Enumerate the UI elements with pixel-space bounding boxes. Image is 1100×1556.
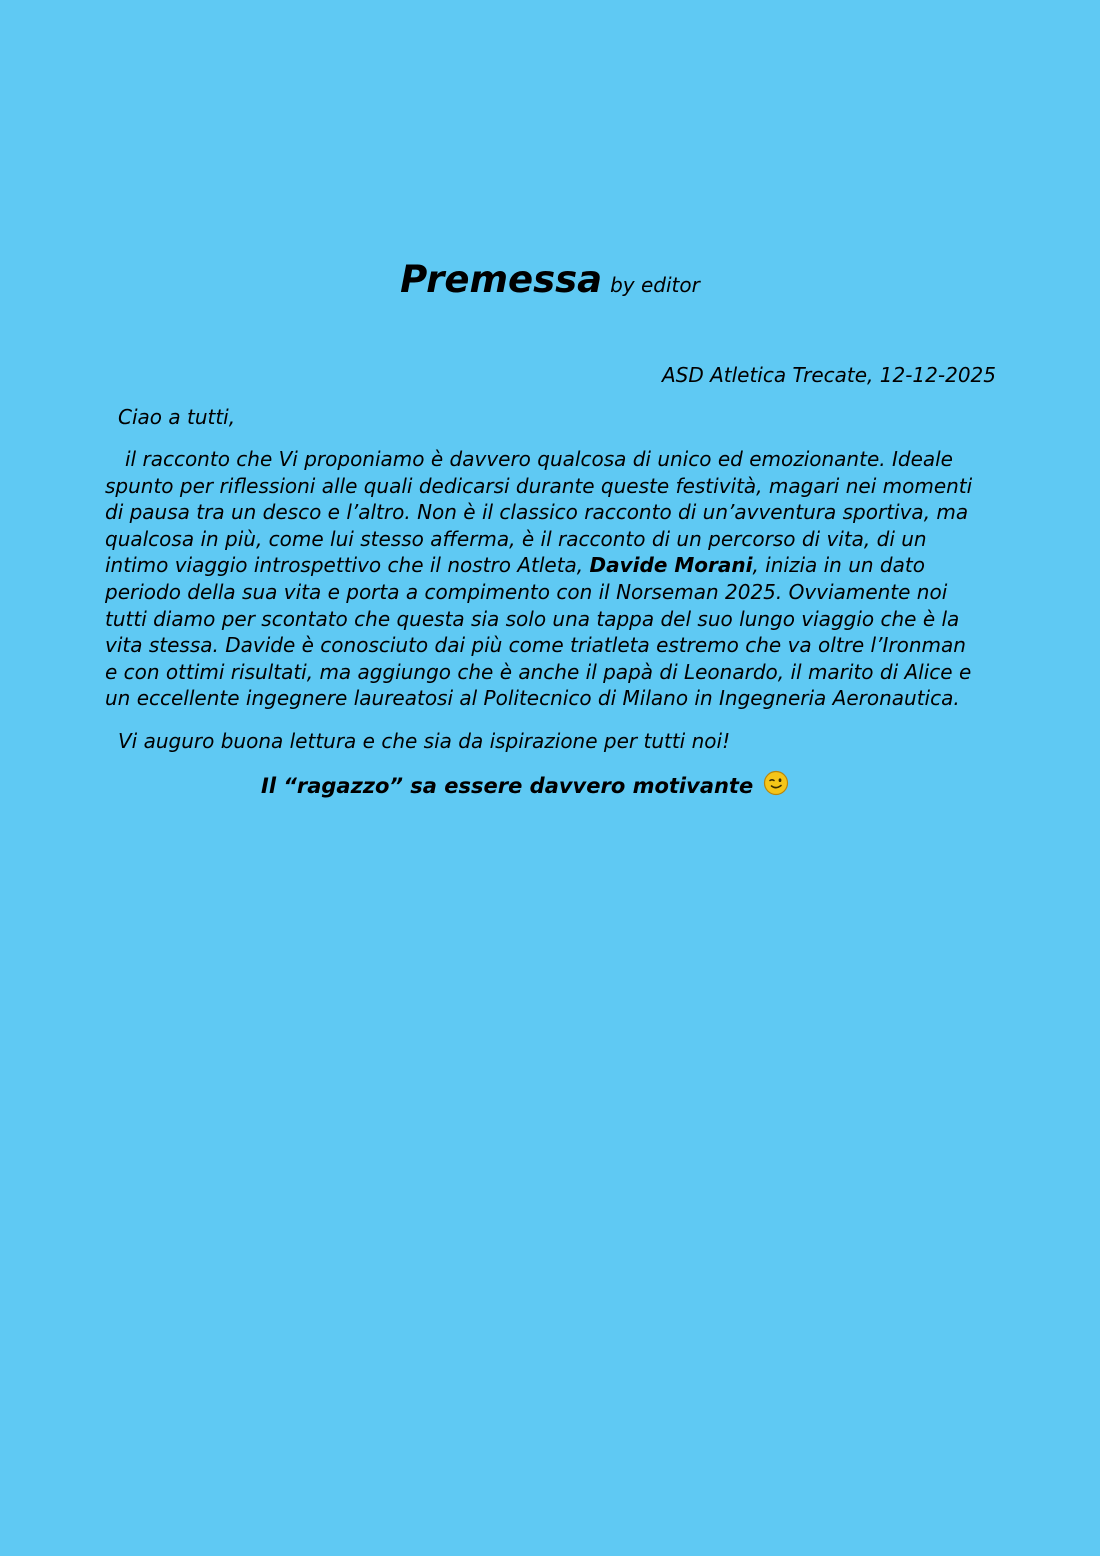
body-line-text: , inizia in un dato [752,553,925,578]
body-line: vita stessa. Davide è conosciuto dai più come triatleta estremo che va oltre l’Ironman [105,633,966,658]
closing-text: Il “ragazzo” sa essere davvero motivante [261,774,754,798]
byline: by editor [610,273,700,297]
body-line: tutti diamo per scontato che questa sia solo una tappa del suo lungo viaggio che è la [105,606,960,631]
body-line: un eccellente ingegnere laureatosi al Politecnico di Milano in Ingegneria Aeronautica. [105,686,960,711]
body-line: e con ottimi risultati, ma aggiungo che è anche il papà di Leonardo, il marito di Alice e [105,659,972,684]
body-paragraph [105,446,1005,712]
page-title: Premessa [400,258,603,301]
dateline: ASD Atletica Trecate, 12-12-2025 [661,363,996,387]
body-line: qualcosa in più, come lui stesso afferma, è il racconto di un percorso di vita, di un [105,526,927,551]
body-line: spunto per riflessioni alle quali dedicarsi durante queste festività, magari nei momenti [105,473,973,498]
winking-face-icon [763,770,789,801]
closing-wish: Vi auguro buona lettura e che sia da ispirazione per tutti noi! [118,729,731,753]
body-line: di pausa tra un desco e l’altro. Non è il classico racconto di un’avventura sportiva, ma [105,500,969,525]
body-line [105,552,1005,579]
greeting: Ciao a tutti, [118,405,236,429]
athlete-name: Davide Morani [589,553,753,578]
body-line: periodo della sua vita e porta a compimento con il Norseman 2025. Ovviamente noi [105,579,948,604]
closing-line [261,770,789,801]
body-line-text: intimo viaggio introspettivo che il nostro Atleta, [105,553,590,578]
body-line: il racconto che Vi proponiamo è davvero qualcosa di unico ed emozionante. Ideale [125,447,953,471]
heading [0,258,1100,301]
